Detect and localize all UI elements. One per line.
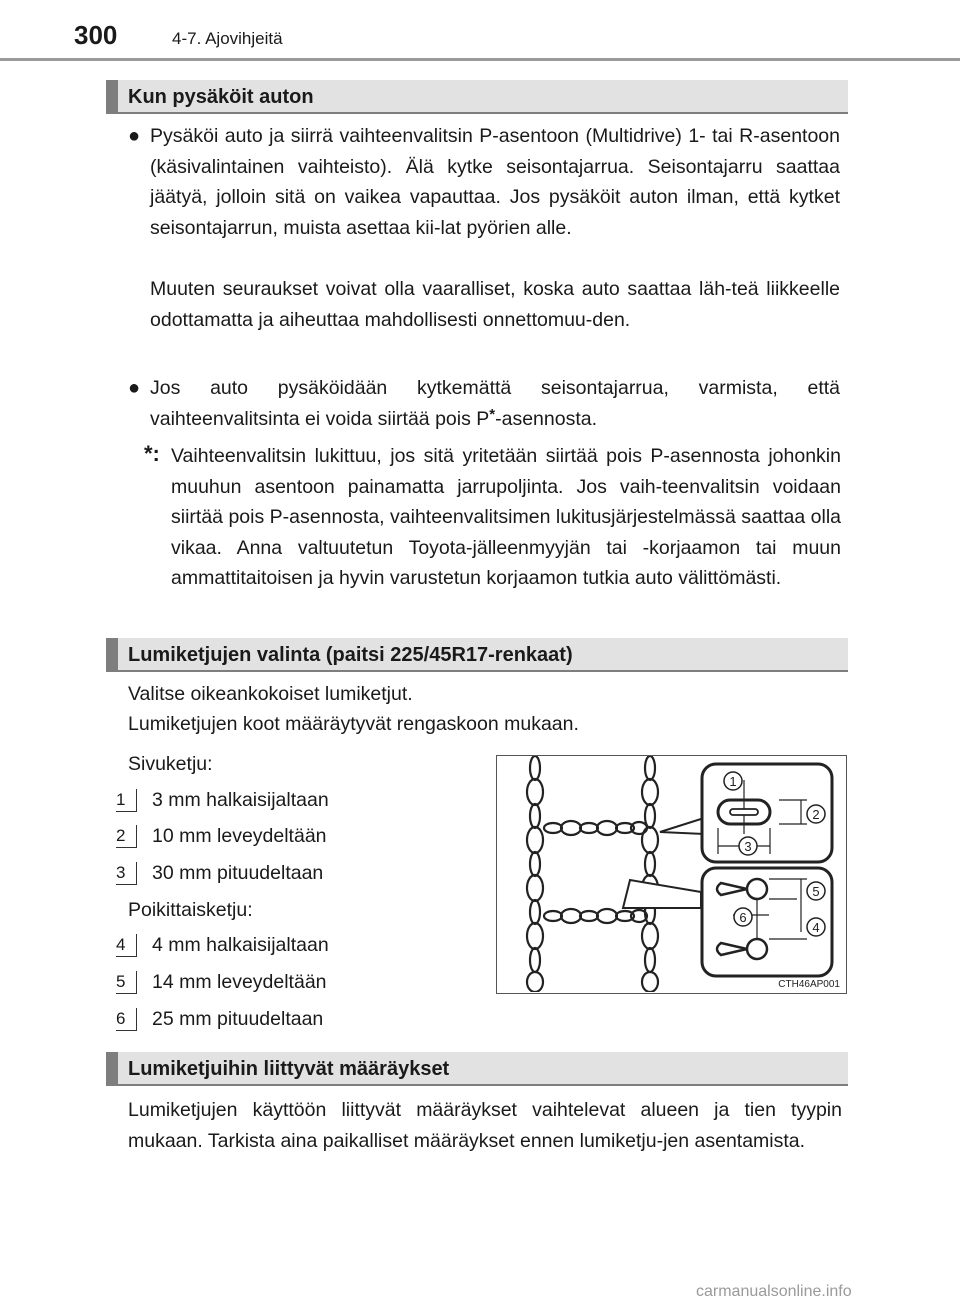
watermark: carmanualsonline.info (696, 1283, 852, 1300)
bullet-dot-icon: ● (128, 125, 141, 147)
text: vaihteenvalitsinta ei voida siirtää pois P (150, 407, 490, 430)
figure-code: CTH46AP001 (778, 979, 840, 990)
list-number: 5 (116, 971, 137, 994)
section-heading-snow-chains (106, 638, 848, 672)
section-reference: 4-7. Ajovihjeitä (172, 29, 283, 48)
page-number: 300 (74, 20, 118, 50)
list-item-text: 3 mm halkaisijaltaan (152, 789, 329, 811)
section-heading-parking (106, 80, 848, 114)
section-title: Kun pysäköit auton (128, 86, 314, 108)
list-number: 2 (116, 825, 137, 848)
section-title: Lumiketjujen valinta (paitsi 225/45R17-renkaat) (128, 644, 573, 666)
list-item-text: 30 mm pituudeltaan (152, 862, 324, 884)
heading-accent (106, 80, 118, 112)
intro-text: Valitse oikeankokoiset lumiketjut. (128, 683, 413, 705)
section-title: Lumiketjuihin liittyvät määräykset (128, 1058, 450, 1080)
bullet-text: Pysäköi auto ja siirrä vaihteenvalitsin P-asentoon (Multidrive) 1- tai R-asentoon (käsivalintainen vaihteisto). Älä kytke seisontajarrua. Seisontajarru saattaa jäätyä, jolloin sitä on vaikea vapauttaa. Jos pysäköit auton ilman, että kytket seisontajarrun, muista asettaa kii-lat pyörien alle. (150, 125, 840, 239)
snow-chain-illustration (497, 756, 845, 992)
callout-2: 2 (812, 807, 820, 822)
cross-chain-heading: Poikittaisketju: (128, 899, 253, 921)
paragraph (150, 121, 840, 243)
footnote-mark: *: (144, 441, 160, 466)
paragraph: Muuten seuraukset voivat olla vaaralliset, koska auto saattaa läh-teä liikkeelle odottamatta ja aiheuttaa mahdollisesti onnettomuu-den. (150, 278, 840, 331)
heading-accent (106, 1052, 118, 1084)
list-item-text: 25 mm pituudeltaan (152, 1008, 324, 1030)
bullet-line: Jos auto pysäköidään kytkemättä seisontajarrua, varmista, että (150, 377, 840, 399)
list-number: 1 (116, 789, 137, 812)
side-chain-heading: Sivuketju: (128, 753, 213, 775)
list-number: 4 (116, 934, 137, 957)
callout-6: 6 (739, 910, 747, 925)
bullet-dot-icon: ● (128, 377, 141, 399)
header-rule (0, 58, 960, 61)
text: -asennosta. (495, 407, 598, 430)
asterisk: * (489, 405, 496, 423)
callout-5: 5 (812, 884, 820, 899)
list-item-text: 4 mm halkaisijaltaan (152, 934, 329, 956)
callout-1: 1 (729, 774, 737, 789)
list-number: 3 (116, 862, 137, 885)
paragraph: Lumiketjujen käyttöön liittyvät määräykset vaihtelevat alueen ja tien tyypin mukaan. Tarkista aina paikalliset määräykset ennen lumiketju-jen asentamista. (128, 1099, 842, 1152)
list-item-text: 14 mm leveydeltään (152, 971, 327, 993)
footnote-text: Vaihteenvalitsin lukittuu, jos sitä yritetään siirtää pois P-asennosta johonkin muuhun asentoon painamatta jarrupoljinta. Jos vaih-teenvalitsin voidaan siirtää pois P-asennosta, vaihteenvalitsimen lukitusjärjestelmässä saattaa olla vikaa. Anna valtuutetun Toyota-jälleenmyyjän tai -korjaamon tai muun ammattitaitoisen ja hyvin varustetun korjaamon tutkia auto välittömästi. (171, 445, 841, 589)
bullet-line (150, 404, 840, 435)
intro-text: Lumiketjujen koot määräytyvät rengaskoon mukaan. (128, 713, 579, 735)
paragraph (150, 373, 840, 434)
snow-chain-diagram (496, 755, 847, 994)
heading-accent (106, 638, 118, 670)
callout-4: 4 (812, 920, 820, 935)
list-number: 6 (116, 1008, 137, 1031)
section-heading-regulations (106, 1052, 848, 1086)
callout-3: 3 (744, 839, 752, 854)
list-item-text: 10 mm leveydeltään (152, 825, 327, 847)
